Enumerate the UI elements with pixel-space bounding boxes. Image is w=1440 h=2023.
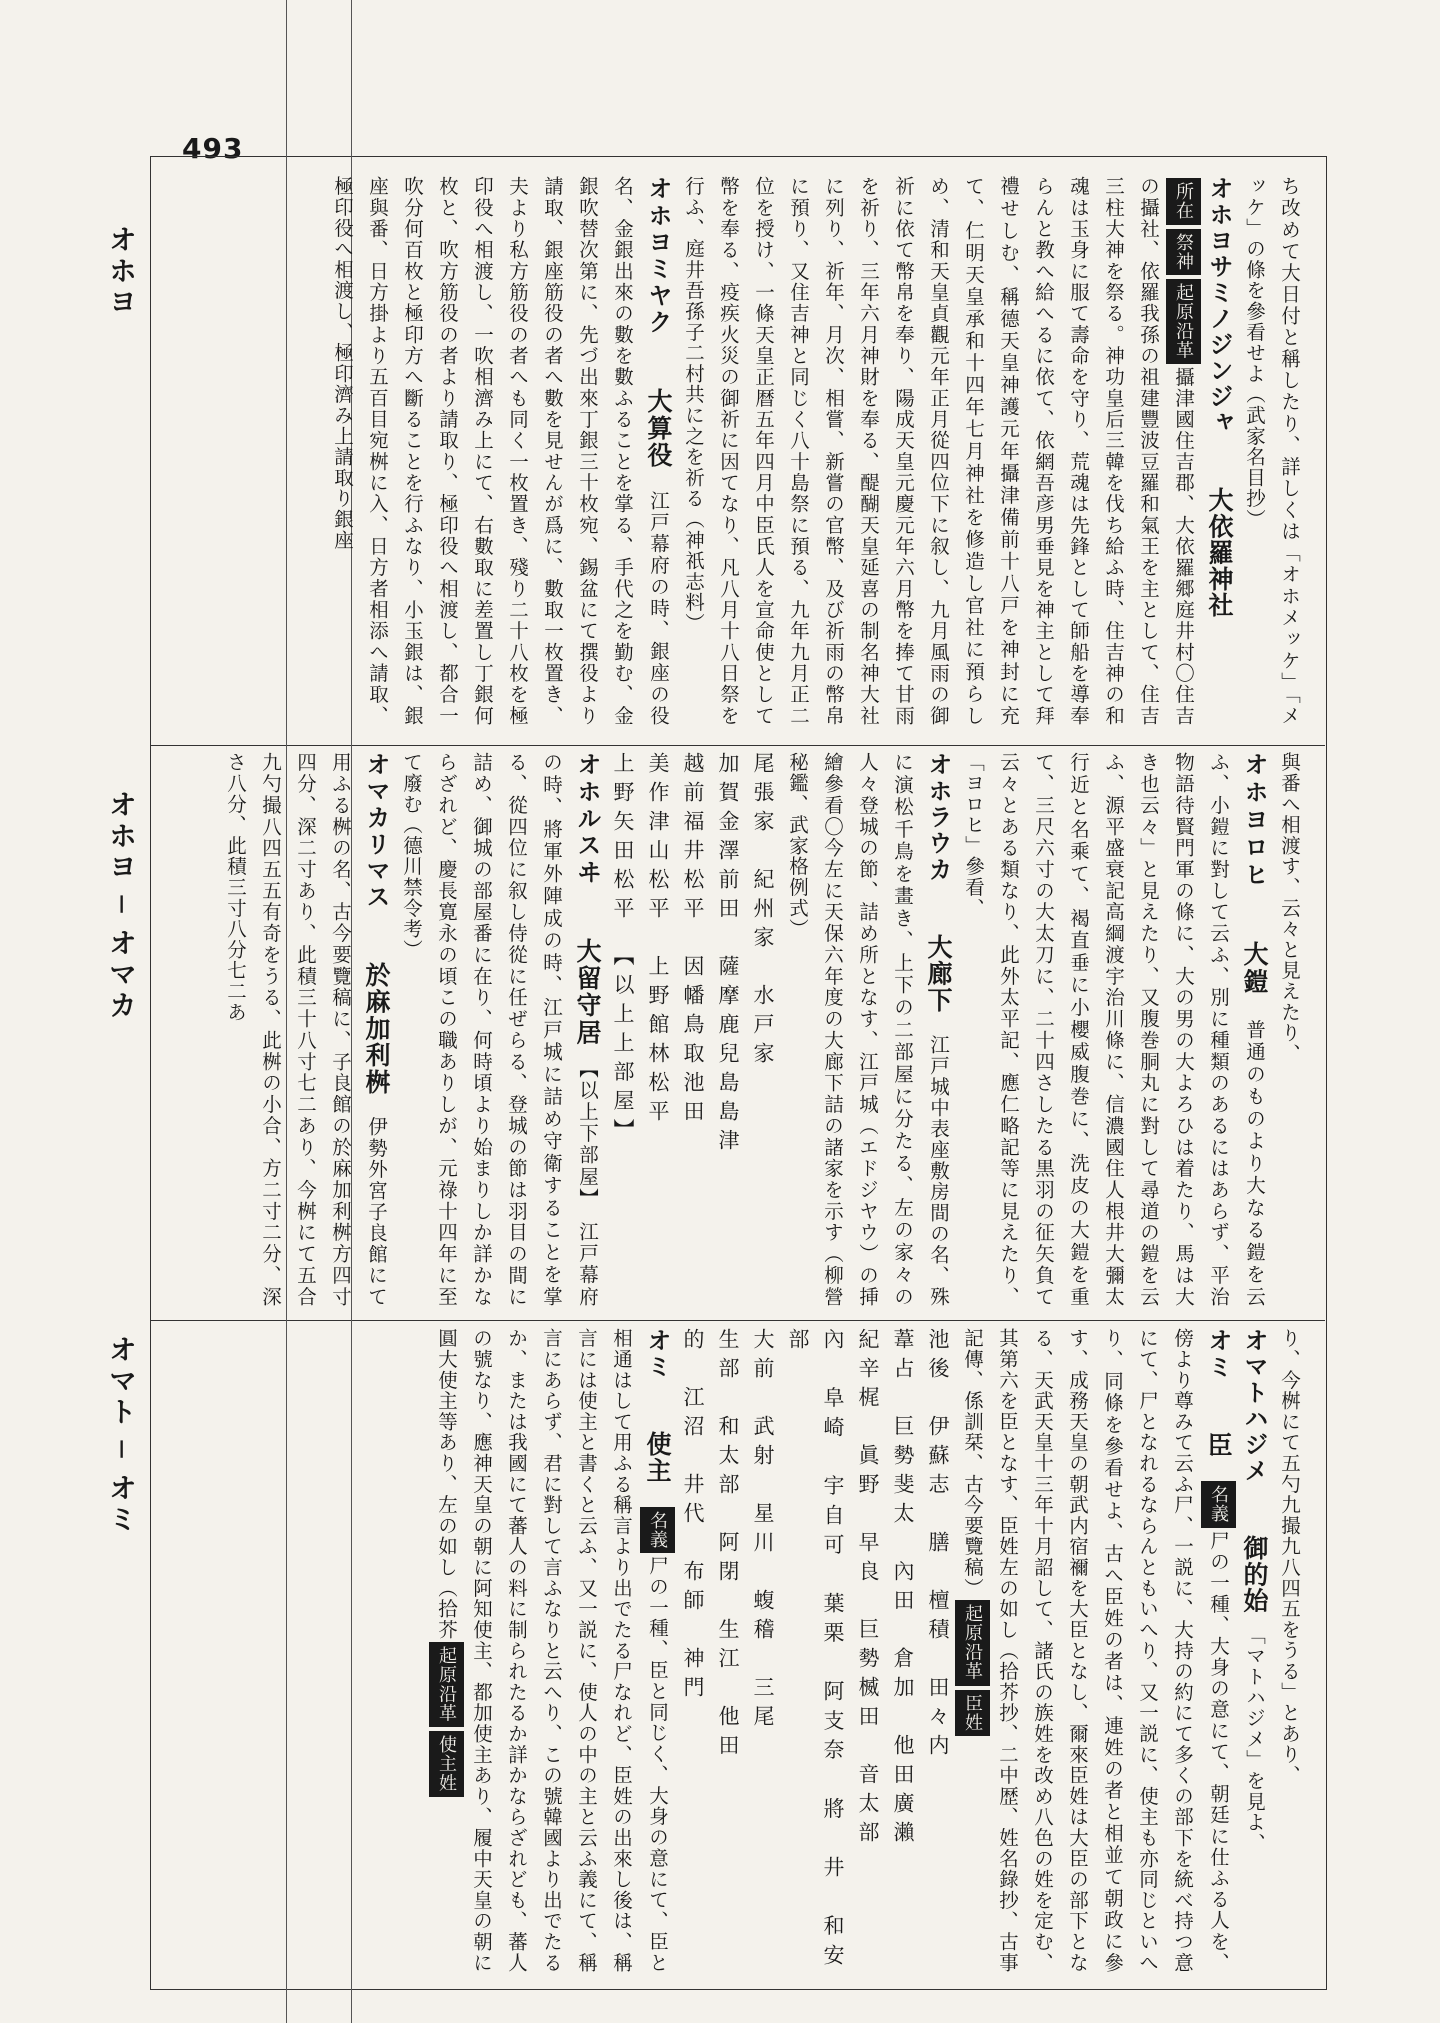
section-divider-1 [150,745,1325,746]
list-line: 越前福井松平 因幡鳥取池田 [681,752,705,1129]
section-bottom [172,1328,1307,1973]
entry-oho-yomiyaku [325,176,676,726]
list-line: 生部 和太部 阿閉 生江 他田 [716,1328,740,1763]
entry-heading: オホラウカ [924,752,952,883]
list-line: 池後 伊蘇志 膳 檀積 田々内 [926,1328,950,1763]
entry-heading: オマカリマス [362,752,390,911]
entry-text: 伊勢外宮子良館にて用ふる桝の名、古今要覽稿に、子良館の於麻加利桝方四寸四分、深二寸あり、此積三十八寸七二あり、今桝にて五合九勺撮八四五五有奇をうる、此桝の小合、方二寸二分、深さ八分、此積三寸八分七二あ [224,752,388,1307]
section-middle-lead: 與番へ相渡す、云々と見えたり、 [1278,752,1301,1064]
tag-omi-surname: 臣姓 [955,1690,990,1737]
list-upper-room [605,752,780,1307]
list-label: 【以上下部屋】 [576,1067,599,1200]
entry-heading: オミ [1204,1328,1232,1381]
entry-oho-rusui [394,752,605,1307]
tag-omi-surname: 使主姓 [429,1731,464,1797]
entry-heading: オホヨサミノジンジャ [1205,176,1233,436]
entry-text: 攝津國住吉郡、大依羅郷庭井村〇住吉の攝社、依羅我孫の祖建豐波豆羅和氣王を主として、住吉三柱大神を祭る。神功皇后三韓を伐ち給ふ時、住吉神の和魂は玉身に服て壽命を守り、荒魂は先鋒として師船を導奉らんと教へ給へるに依て、依網吾彦男垂見を神主として拜禮せしむ、稱德天皇神護元年攝津備前十八戸を神封に充て、仁明天皇承和十四年七月神社を修造し官社に預らしめ、清和天皇貞觀元年正月從四位下に叙し、九月風雨の御祈に依て幣帛を奉り、陽成天皇元慶元年六月幣を捧て甘雨を祈り、三年六月神財を奉る、醍醐天皇延喜の制名神大社に列り、祈年、月次、相嘗、新嘗の官幣、及び祈雨の幣帛に預り、又住吉神と同じく八十島祭に預る、九年九月正二位を授け、一條天皇正暦五年四月中臣氏人を宣命使として幣を奉る、疫疾火災の御祈に因てなり、凡八月十八日祭を行ふ、庭井吾孫子二村共に之を祈る（神祇志料） [682,176,1195,726]
list-line: 美作津山松平 上野館林松平 [646,752,670,1129]
list-label: 【以上上部屋】 [611,955,635,1148]
tag-origin: 起原沿革 [955,1600,990,1685]
entry-oho-rouka [780,752,956,1307]
entry-text: 尸の一種、大身の意にて、朝廷に仕ふる人を、傍より尊みて云ふ尸、一説に、大持の約にて多くの部下を統べ持つ意にて、尸となれるならんともいへり、又一説に、使主も亦同じといへり、同條を參看せよ、古へ臣姓の者は、連姓の者と相並て朝政に參す、成務天皇の朝武内宿禰を大臣となし、爾來臣姓は大臣の部下となる、天武天皇十三年十月詔して、諸氏の族姓を改め八色の姓を定む、其第六を臣となす、臣姓左の如し（拾芥抄、二中歴、姓名錄抄、古事記傳、係訓栞、古今要覽稿） [961,1328,1230,1973]
list-line: 內 阜崎 宇自可 葉栗 阿支奈 將 井 和安部 [786,1328,845,1973]
margin-head-top: オホヨ [105,225,138,318]
list-line: 的 江沼 井代 布師 神門 [681,1328,705,1705]
entry-omi-臣 [955,1328,1236,1973]
entry-heading: オホルスヰ [573,752,601,887]
entry-text: 江戸幕府の時、銀座の役名、金銀出來の數を數ふることを掌る、手代之を勤む、金銀吹替次第に、先づ出來丁銀三十枚宛、錫盆にて撰役より請取、銀座筋役の者へ數を見せんが爲に、數取一枚置き、夫より私方筋役の者へも同く一枚置き、殘り二十八枚を極印役へ相渡し、一吹相濟み上にて、右數取に差置し丁銀何枚と、吹方筋役の者より請取り、極印役へ相渡し、都合一吹分何百枚と極印方へ斷ることを行ふなり、小玉銀は、銀座與番、日方掛より五百目宛桝に入、日方者相添へ請取、極印役へ相渡し、極印濟み上請取り銀座 [331,176,670,726]
list-line: 尾張家 紀州家 水戸家 [751,752,775,1071]
entry-omato-hajime [1236,1328,1272,1973]
entry-text: 尸の一種、臣と同じく、大身の意にて、臣と相通はして用ふる稱言より出でたる尸なれど、臣姓の出來し後は、稱言には使主と書くと云ふ、又一説に、使人の中の主と云ふ義にて、稱言にあらず、君に對して言ふなりと云へり、この號韓國より出でたるか、または我國にて蕃人の料に制られたるか詳かならざれども、蕃人の號なり、應神天皇の朝に阿知使主、都加使主あり、履中天皇の朝に圓大使主等あり、左の如し（拾芥 [435,1328,669,1973]
entry-omi-使主 [429,1328,675,1973]
entry-heading: オミ [643,1328,671,1381]
entry-kanji: 御的始 [1240,1534,1269,1614]
tag-location: 所在 [1166,178,1201,225]
list-line: 大前 武射 星川 蝮稽 三尾 [751,1328,775,1734]
entry-heading: オマトハジメ [1240,1328,1268,1484]
tag-meaning: 名義 [640,1507,675,1554]
entry-text: 江戸城中表座敷房間の名、殊に演松千鳥を畫き、上下の二部屋に分たる、左の家々の人々登城の節、詰め所となす、江戸城（エドジヤウ）の挿繪參看〇今左に天保六年度の大廊下詰の諸家を示す（柳營秘鑑、武家格例式） [786,752,950,1307]
section-divider-2 [150,1320,1325,1321]
entry-text: 江戸幕府の時、將軍外陣成の時、江戸城に詰め守衛することを掌る、從四位に叙し侍從に任ぜらる、登城の節は羽目の間に詰め、御城の部屋番に在り、何時頃より始まりしか詳かならざれど、慶長寛永の頃この職ありしが、元祿十四年に至て廢む（德川禁令考） [400,752,599,1307]
section-top [172,176,1307,726]
entry-text: 「マトハジメ」を見よ、 [1243,1634,1266,1854]
entry-oho-yosami-jinja [1201,176,1237,726]
entry-kanji: 臣 [1204,1431,1233,1459]
section-middle [172,752,1307,1307]
entry-heading: オホヨロヒ [1240,752,1268,890]
tag-origin: 起原沿革 [429,1642,464,1727]
entry-omakari-masu [218,752,394,1307]
tag-meaning: 名義 [1201,1481,1236,1528]
tag-deity: 祭神 [1166,229,1201,276]
list-omi-clans [675,1328,955,1973]
list-line: 紀辛梶 眞野 早良 巨勢楲田 音太部 [856,1328,880,1850]
tag-origin: 起原沿革 [1166,279,1201,364]
entry-text: 普通のものより大なる鎧を云ふ、小鎧に對して云ふ、別に種類のあるにはあらず、平治物語待賢門軍の條に、大の男の大よろひは着たり、馬は大き也云々」と見えたり、又腹巻胴丸に對して尋道の鎧を云ふ、源平盛衰記高綱渡宇治川條に、信濃國住人根井大彌太行近と名乘て、褐直垂に小櫻威腹巻に、洗皮の大鎧を重て、三尺六寸の大太刀に、二十四さしたる黒羽の征矢負て云々とある類なり、此外太平記、應仁略記等に見えたり、「ヨロヒ」參看、 [962,752,1266,1307]
section-top-lead: ち改めて大日付と稱したり、詳しくは「オホメッケ」「メッケ」の條を參看せよ（武家名目抄） [1243,176,1301,726]
margin-head-bottom: オマト ─ オミ [105,1335,138,1536]
section-bottom-lead: り、今桝にて五勺九撮九八四五をうる」とあり、 [1278,1328,1301,1786]
margin-head-middle: オホヨ ─ オマカ [105,790,138,1022]
entry-kanji: 大依羅神社 [1205,486,1234,619]
entry-kanji: 大留守居 [573,937,602,1047]
entry-kanji: 使主 [643,1431,672,1484]
entry-kanji: 大廊下 [924,933,953,1014]
entry-oho-yoroi [956,752,1272,1307]
entry-heading: オホヨミヤク [644,176,672,337]
entry-kanji: 大算役 [644,387,673,469]
entry-kanji: 大鎧 [1240,941,1269,997]
list-line: 上野矢田松平 [611,752,635,926]
entry-oho-yosami-body [676,176,1201,726]
list-line: 葦占 巨勢斐太 內田 倉加 他田廣瀨 [891,1328,915,1850]
list-line: 加賀金澤前田 薩摩鹿兒島島津 [716,752,740,1158]
entry-kanji: 於麻加利桝 [362,961,391,1096]
page-number: 493 [182,132,244,165]
